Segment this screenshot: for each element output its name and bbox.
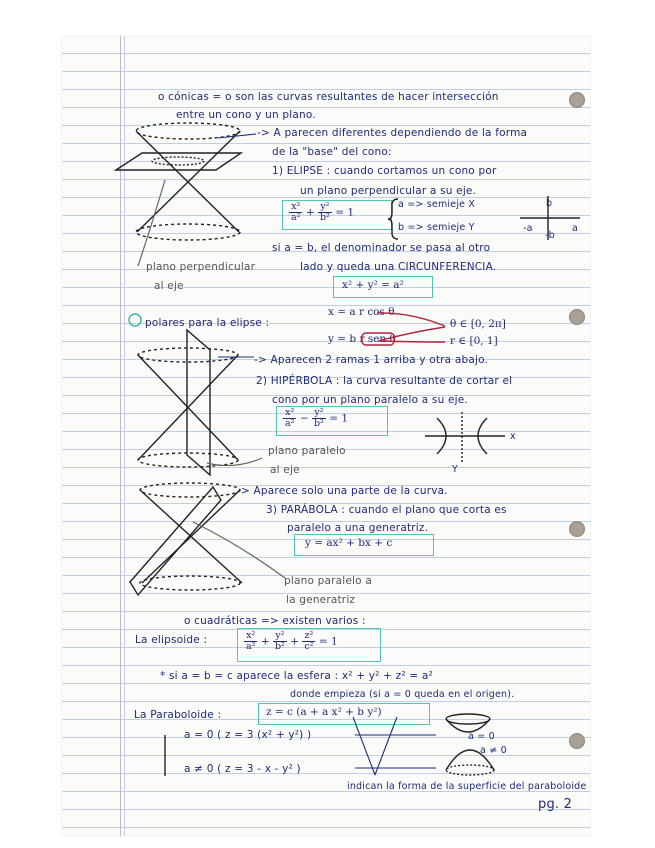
ellipse-axes-sketch <box>520 196 580 240</box>
parabola-definition: paralelo a una generatriz. <box>287 522 429 534</box>
hyperbola-axis-y: Y <box>452 464 459 475</box>
sphere-note: donde empieza (si a = 0 queda en el origen). <box>290 689 515 700</box>
r-range: r ∈ [0, 1] <box>450 335 498 347</box>
sphere-line: * si a = b = c aparece la esfera : x² + y² + z² = a² <box>160 670 433 682</box>
polar-label: polares para la elipse : <box>145 317 270 329</box>
perp-plane-label-2: al eje <box>154 280 184 292</box>
gen-plane-label: plano paralelo a <box>284 575 372 587</box>
circle-formula: x² + y² = a² <box>342 279 404 291</box>
graph-label-a1: a ≠ 0 <box>480 745 507 756</box>
conicas-definition: o cónicas = o son las curvas resultantes de hacer intersección <box>158 91 499 103</box>
hyperbola-axis-x: x <box>510 431 516 442</box>
par-axis-label-2: al eje <box>270 464 300 476</box>
ellipse-heading: 1) ELIPSE : cuando cortamos un cono por <box>272 165 497 177</box>
paraboloid-case-2: a ≠ 0 ( z = 3 - x - y² ) <box>184 763 301 775</box>
perp-plane-label: plano perpendicular <box>146 261 256 273</box>
page-number: pg. 2 <box>538 797 573 812</box>
axis-minus-a-label: -a <box>523 223 533 234</box>
paraboloid-label: La Paraboloide : <box>134 709 222 721</box>
forms-line: -> A parecen diferentes dependiendo de la forma <box>257 127 528 139</box>
polar-y: y = b r sen θ <box>328 333 396 345</box>
ellipsoid-label: La elipsoide : <box>135 634 208 646</box>
parabola-part: -> Aparece solo una parte de la curva. <box>237 485 448 497</box>
cone-hyperbola-sketch <box>138 330 238 475</box>
cone-ellipse-sketch <box>116 123 241 240</box>
axis-minus-b-label: -b <box>545 230 555 241</box>
hyperbola-definition: cono por un plano paralelo a su eje. <box>272 394 468 406</box>
axis-a-label: a <box>572 223 579 234</box>
quadric-line: o cuadráticas => existen varios : <box>184 615 366 627</box>
par-axis-label: plano paralelo <box>268 445 346 457</box>
semi-axis-x: a => semieje X <box>398 199 476 210</box>
parabola-formula: y = ax² + bx + c <box>305 537 393 549</box>
hyperbola-branches: -> Aparecen 2 ramas 1 arriba y otra abajo. <box>254 354 489 366</box>
theta-range: θ ∈ [0, 2π] <box>450 318 506 330</box>
ellipsoid-formula: $\frac{\text{x²}}{\text{a²}}$ + $\frac{\text{y²}}{\text{b²}}$ + $\frac{\text{z²}}{\text{c²}}$ = 1 <box>246 630 338 652</box>
ellipse-formula: $\frac{\text{x²}}{\text{a²}}$ + $\frac{\text{y²}}{\text{b²}}$ = 1 <box>291 201 355 223</box>
axis-b-label: b <box>546 198 553 209</box>
paraboloid-graphs <box>446 714 494 775</box>
hyperbola-graph <box>425 412 505 462</box>
circle-result: lado y queda una CIRCUNFERENCIA. <box>300 261 497 273</box>
paraboloid-case-1: a = 0 ( z = 3 (x² + y²) ) <box>184 729 312 741</box>
parabola-heading: 3) PARÁBOLA : cuando el plano que corta es <box>266 504 507 516</box>
forms-line-cont: de la "base" del cono: <box>272 146 392 158</box>
graph-label-a0: a = 0 <box>468 731 495 742</box>
semi-axis-y: b => semieje Y <box>398 222 475 233</box>
hyperbola-heading: 2) HIPÉRBOLA : la curva resultante de cortar el <box>256 375 513 387</box>
gen-plane-label-2: la generatriz <box>286 594 356 606</box>
bottom-note: indican la forma de la superficie del paraboloide <box>347 781 587 792</box>
paraboloid-formula: z = c (a + a x² + b y²) <box>266 706 382 718</box>
hyperbola-formula: $\frac{\text{x²}}{\text{a²}}$ − $\frac{\text{y²}}{\text{b²}}$ = 1 <box>285 407 349 429</box>
conicas-definition-cont: entre un cono y un plano. <box>176 109 316 121</box>
polar-x: x = a r cos θ <box>328 306 395 318</box>
circle-condition: si a = b, el denominador se pasa al otro <box>272 242 491 254</box>
ellipse-definition: un plano perpendicular a su eje. <box>300 185 477 197</box>
